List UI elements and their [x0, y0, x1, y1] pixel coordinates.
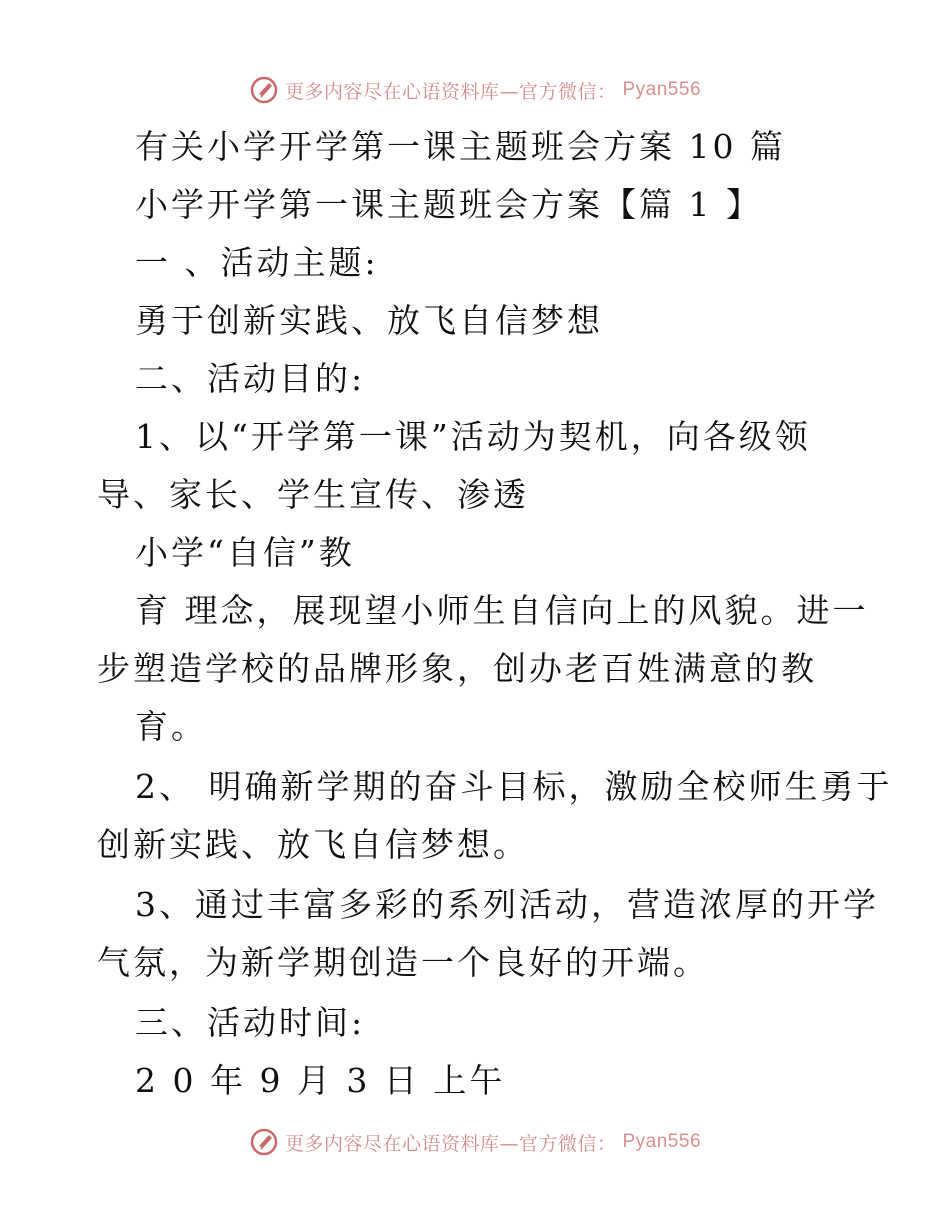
- paragraph-line: 气氛，为新学期创造一个良好的开端。: [97, 943, 709, 982]
- paragraph-line: 二、活动目的:: [135, 359, 366, 398]
- paragraph-line: 1、以“开学第一课”活动为契机，向各级领: [135, 417, 811, 456]
- watermark-text: 更多内容尽在心语资料库—官方微信：: [284, 80, 617, 103]
- watermark-header: [0, 72, 950, 108]
- paragraph-line: 导、家长、学生宣传、渗透: [97, 475, 529, 514]
- paragraph-line: 3、通过丰富多彩的系列活动，营造浓厚的开学: [135, 885, 879, 924]
- paragraph-line: 创新实践、放飞自信梦想。: [97, 825, 529, 864]
- paragraph-line: 三、活动时间:: [135, 1003, 366, 1042]
- paragraph-line: 小学“自信”教: [135, 533, 355, 572]
- watermark-footer: [0, 1124, 950, 1160]
- paragraph-line: 步塑造学校的品牌形象，创办老百姓满意的教: [97, 649, 817, 688]
- paragraph-line: 2 0 年 9 月 3 日 上午: [135, 1061, 506, 1100]
- watermark-text: 更多内容尽在心语资料库—官方微信：: [284, 1132, 617, 1155]
- section-heading: 小学开学第一课主题班会方案【篇 1 】: [135, 185, 762, 224]
- paragraph-line: 2、 明确新学期的奋斗目标，激励全校师生勇于: [135, 767, 893, 806]
- watermark-handle: Pyan556: [622, 79, 702, 100]
- paragraph-line: 一 、活动主题:: [135, 243, 379, 282]
- paragraph-line: 育 理念，展现望小师生自信向上的风貌。进一: [135, 591, 869, 630]
- paragraph-line: 育。: [135, 707, 207, 746]
- watermark-handle: Pyan556: [622, 1131, 702, 1152]
- watermark-logo-icon: [249, 75, 279, 105]
- document-title: 有关小学开学第一课主题班会方案 10 篇: [135, 127, 786, 166]
- paragraph-line: 勇于创新实践、放飞自信梦想: [135, 301, 603, 340]
- watermark-logo-icon: [249, 1127, 279, 1157]
